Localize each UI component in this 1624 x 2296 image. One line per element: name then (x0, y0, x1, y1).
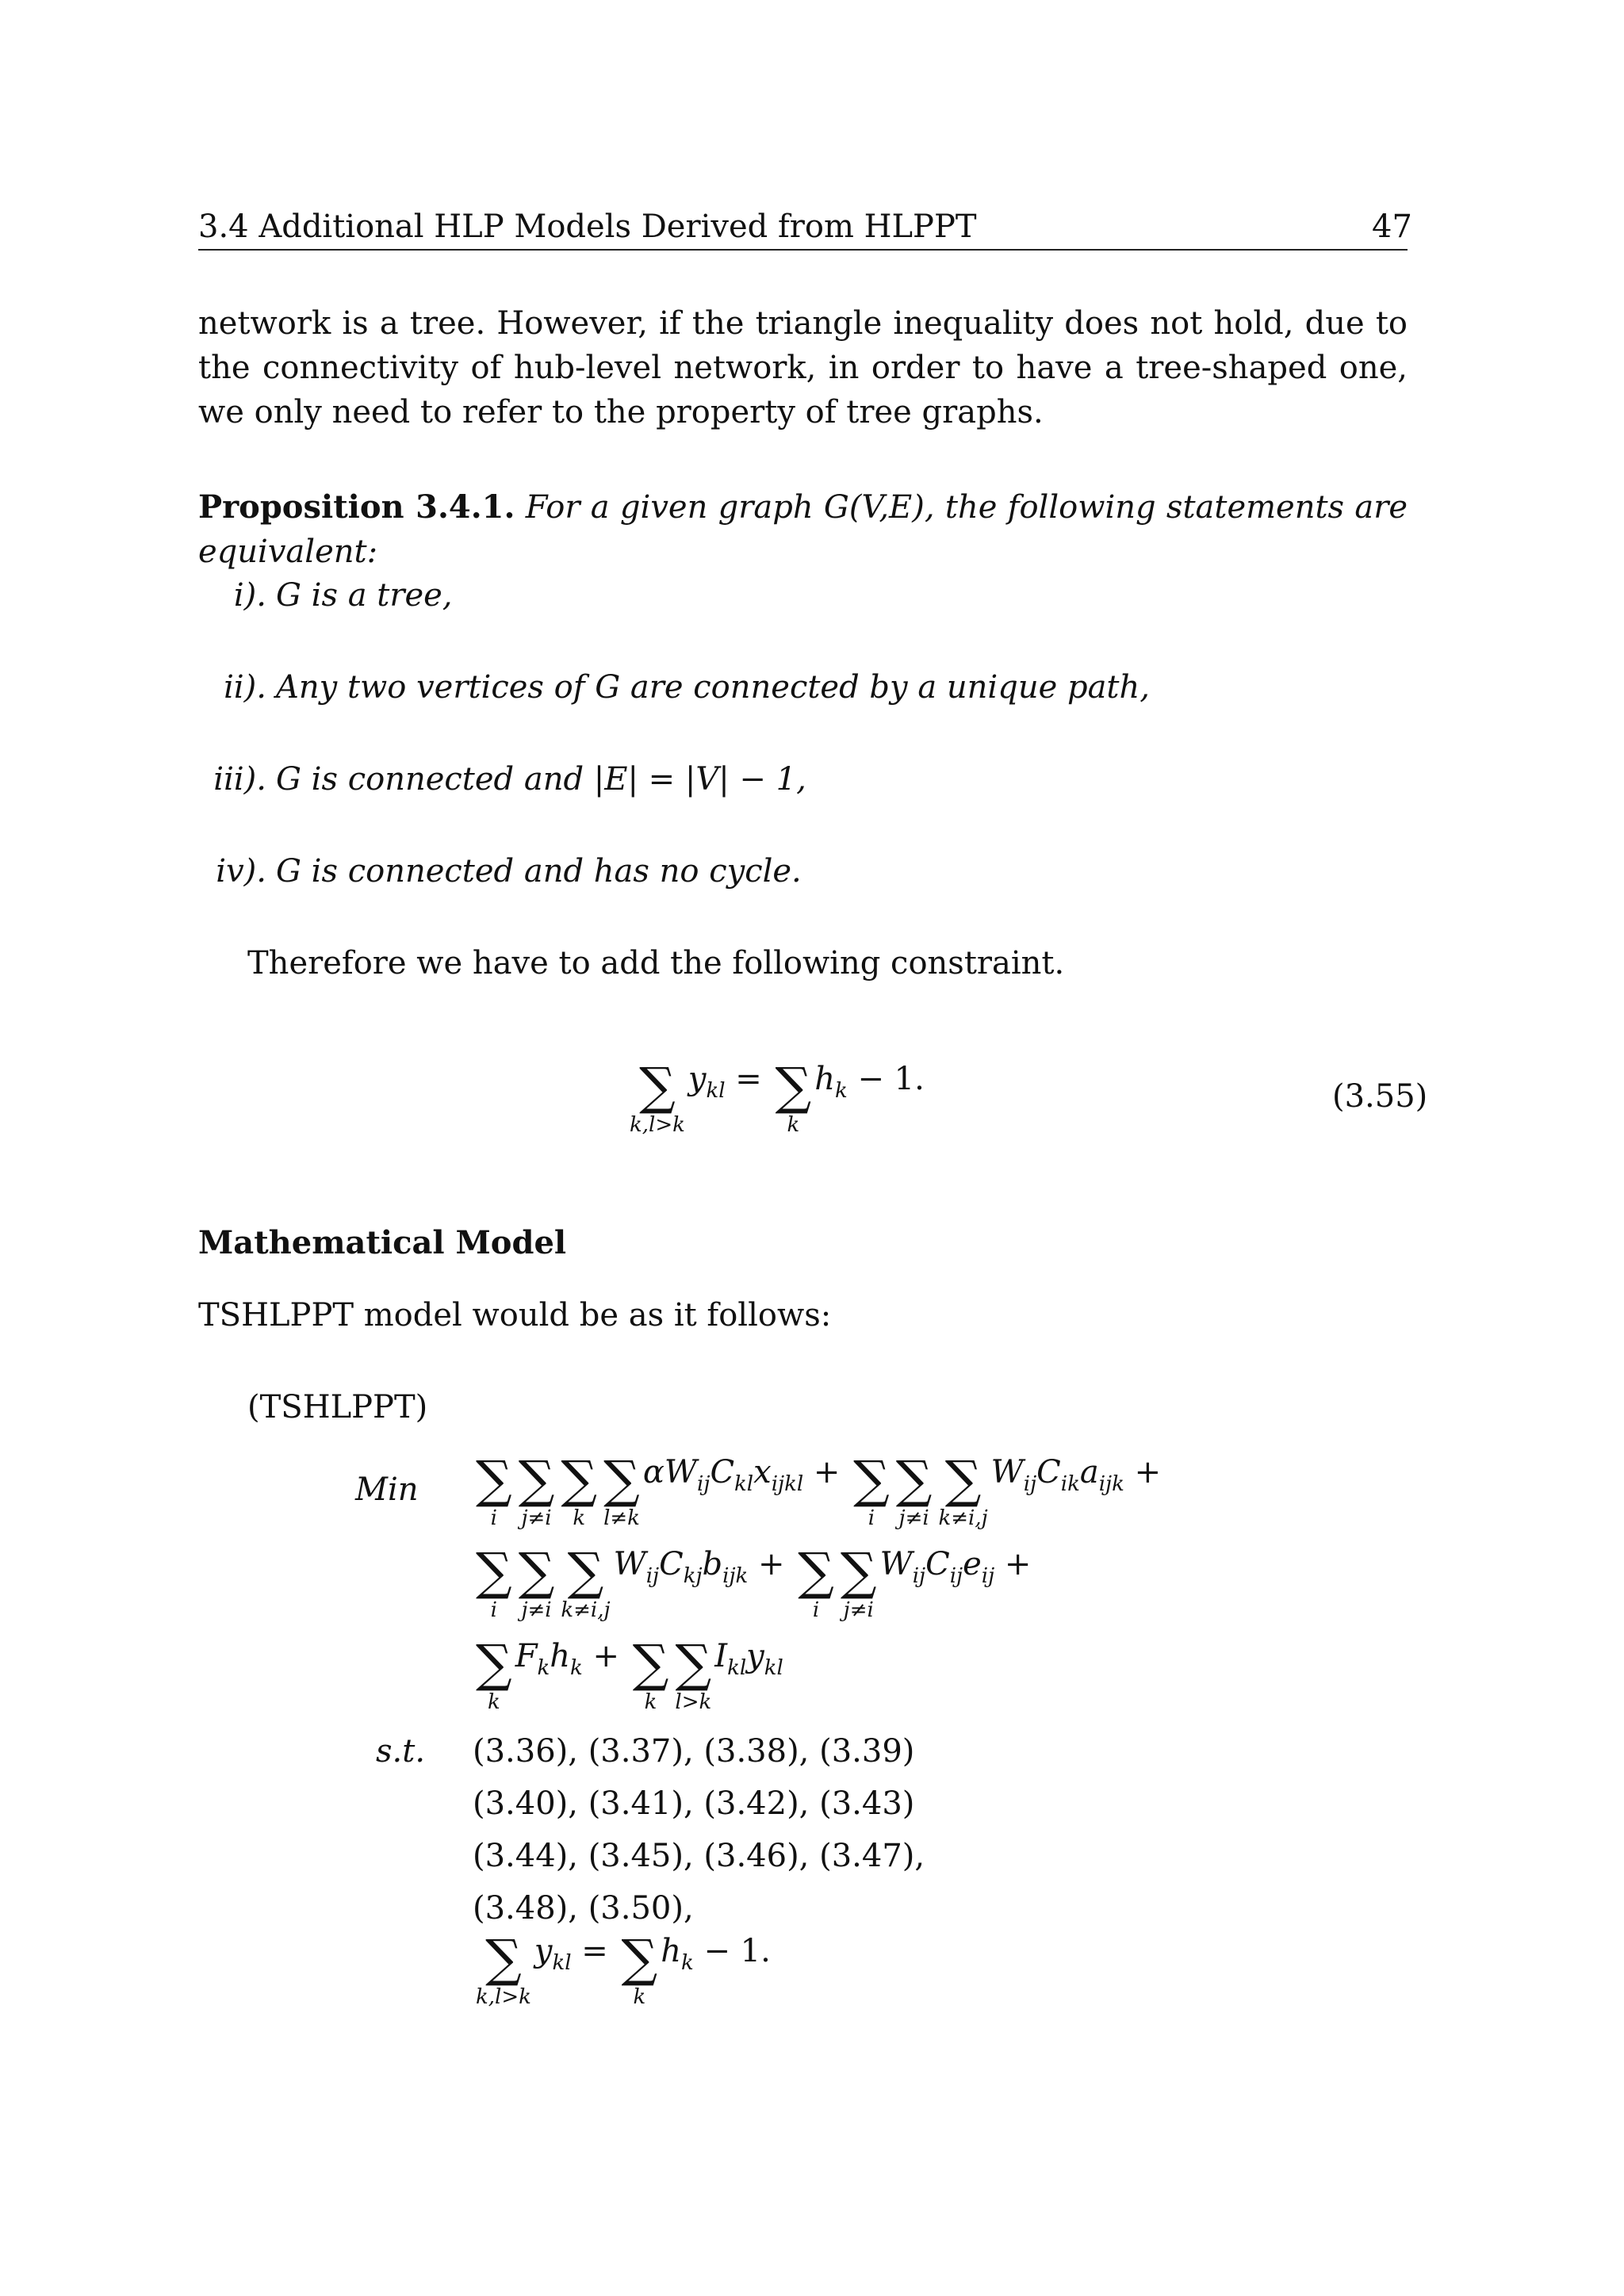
equation-number: (3.55) (1332, 1078, 1428, 1115)
model-intro: TSHLPPT model would be as it follows: (198, 1297, 832, 1334)
equation-3-55: ∑ k,l>k $y_{kl}$ = ∑ k $h_k - 1$. (630, 1058, 925, 1137)
list-item (216, 853, 802, 890)
proposition-label: Proposition 3.4.1. (198, 488, 515, 526)
constraint-line: (3.48), (3.50), (473, 1890, 694, 1927)
list-item-label: ii). (224, 669, 266, 706)
list-item (224, 669, 1150, 706)
proposition (198, 485, 1408, 574)
list-item (233, 577, 453, 614)
objective-line-3: ∑ k $F_kh_k$ + ∑ k ∑ l>k $I_{kl}y_{kl}$ (476, 1635, 783, 1714)
header-rule (198, 249, 1408, 251)
objective-line-1: ∑ i ∑ j≠i ∑ k ∑ l≠k $\alpha W_{ij}C_{kl}x_{ijkl}$ + ∑ i ∑ j≠i ∑ k≠i,j $W_{ij}C_{ik}a_{ijk}$ + (476, 1451, 1162, 1530)
list-item (213, 761, 806, 798)
objective-line-2: ∑ i ∑ j≠i ∑ k≠i,j $W_{ij}C_{kj}b_{ijk}$ + ∑ i ∑ j≠i $W_{ij}C_{ij}e_{ij}$ + (476, 1543, 1032, 1622)
constraint-line: (3.44), (3.45), (3.46), (3.47), (473, 1838, 925, 1874)
list-item-label: iii). (213, 761, 266, 798)
tree-constraint: ∑ k,l>k $y_{kl}$ = ∑ k $h_k - 1$. (476, 1930, 771, 2009)
proposition-statement: For a given graph G(V,E), the following statements are equivalent: (198, 489, 1408, 570)
model-name: (TSHLPPT) (247, 1389, 428, 1425)
min-label: Min (355, 1471, 419, 1508)
list-item-text: G is a tree, (276, 577, 453, 614)
subsection-title: Mathematical Model (198, 1224, 567, 1261)
list-item-label: i). (233, 577, 266, 614)
st-label: s.t. (376, 1733, 426, 1770)
constraint-line: (3.40), (3.41), (3.42), (3.43) (473, 1785, 915, 1822)
constraint-line: (3.36), (3.37), (3.38), (3.39) (473, 1733, 915, 1770)
list-item-text: G is connected and |E| = |V| − 1, (276, 761, 806, 798)
list-item-text: G is connected and has no cycle. (276, 853, 802, 890)
constraint-intro: Therefore we have to add the following constraint. (247, 945, 1065, 982)
intro-paragraph: network is a tree. However, if the triangle inequality does not hold, due to the connectivity of hub-level network, in order to have a tree-shaped one, we only need to refer to the property of tree graphs. (198, 305, 1408, 430)
list-item-label: iv). (216, 853, 266, 890)
list-item-text: Any two vertices of G are connected by a unique path, (276, 669, 1150, 706)
running-header: 3.4 Additional HLP Models Derived from HLPPT (198, 209, 977, 245)
page-number: 47 (1372, 209, 1412, 245)
